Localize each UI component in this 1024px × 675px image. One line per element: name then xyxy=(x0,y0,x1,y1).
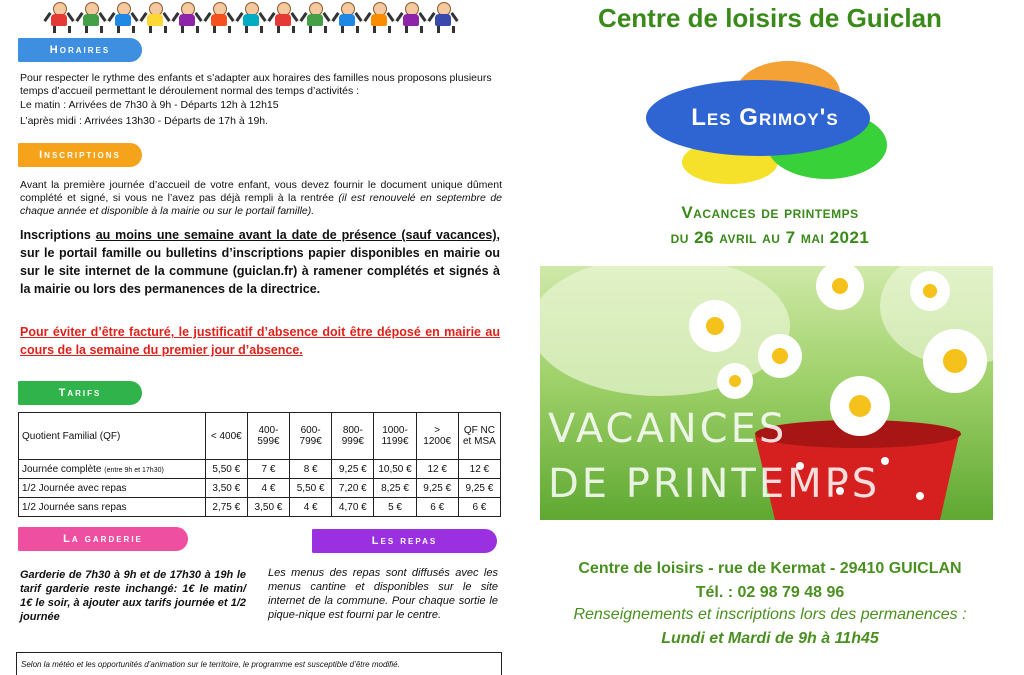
table-cell: 6 € xyxy=(458,498,500,517)
table-cell: 2,75 € xyxy=(205,498,247,517)
child-figure-icon xyxy=(366,0,392,34)
grimoys-logo xyxy=(640,60,890,185)
table-cell: 5,50 € xyxy=(205,460,247,479)
header-cell: 400-599€ xyxy=(247,413,289,460)
horaires-intro: Pour respecter le rythme des enfants et s’adapter aux horaires des familles nous proposons plusieurs temps d’accueil permettant le déroulement normal des temps d’activités : xyxy=(20,72,492,97)
child-figure-icon xyxy=(206,0,232,34)
table-cell: 9,25 € xyxy=(332,460,374,479)
header-cell: 800-999€ xyxy=(332,413,374,460)
child-figure-icon xyxy=(142,0,168,34)
child-figure-icon xyxy=(78,0,104,34)
kids-decoration xyxy=(46,0,486,36)
child-figure-icon xyxy=(238,0,264,34)
spring-photo xyxy=(540,266,993,520)
row-label: Journée complète (entre 9h et 17h30) xyxy=(19,460,206,479)
row-label: 1/2 Journée sans repas xyxy=(19,498,206,517)
table-cell: 12 € xyxy=(458,460,500,479)
tab-garderie: La garderie xyxy=(18,527,188,551)
child-figure-icon xyxy=(334,0,360,34)
tab-tarifs: Tarifs xyxy=(18,381,142,405)
horaires-matin: Le matin : Arrivées de 7h30 à 9h - Départs 12h à 12h15 xyxy=(20,99,279,111)
table-row xyxy=(19,460,501,479)
table-cell: 6 € xyxy=(416,498,458,517)
tarifs-table xyxy=(18,412,501,517)
table-cell: 12 € xyxy=(416,460,458,479)
table-cell: 9,25 € xyxy=(458,479,500,498)
header-cell: Quotient Familial (QF) xyxy=(19,413,206,460)
table-cell: 3,50 € xyxy=(205,479,247,498)
table-cell: 7 € xyxy=(247,460,289,479)
table-cell: 5,50 € xyxy=(290,479,332,498)
photo-text-vacances: VACANCES xyxy=(548,406,788,452)
logo-text: Les Grimoy's xyxy=(691,104,839,131)
footnote-box xyxy=(16,652,502,675)
photo-text-printemps: DE PRINTEMPS xyxy=(548,461,881,507)
table-cell: 8 € xyxy=(290,460,332,479)
address: Centre de loisirs - rue de Kermat - 29410 GUICLAN xyxy=(578,560,962,577)
repas-text: Les menus des repas sont diffusés avec les menus cantine et disponibles sur le site internet de la commune. Pour chaque sortie le pique-nique est fourni par le centre. xyxy=(268,567,498,621)
horaires-apresmidi: L’après midi : Arrivées 13h30 - Départs de 17h à 19h. xyxy=(20,115,269,127)
child-figure-icon xyxy=(398,0,424,34)
table-cell: 4,70 € xyxy=(332,498,374,517)
garderie-text: Garderie de 7h30 à 9h et de 17h30 à 19h le tarif garderie reste inchangé: 1€ le matin/ 1€ le soir, à ajouter aux tarifs journée et 1/2 journée xyxy=(20,569,246,623)
table-cell: 7,20 € xyxy=(332,479,374,498)
child-figure-icon xyxy=(174,0,200,34)
vacances-dates: du 26 avril au 7 mai 2021 xyxy=(670,228,870,247)
permanences-hours: Lundi et Mardi de 9h à 11h45 xyxy=(661,630,879,647)
table-cell: 8,25 € xyxy=(374,479,416,498)
tab-inscriptions: Inscriptions xyxy=(18,143,142,167)
header-cell: QF NC et MSA xyxy=(458,413,500,460)
header-cell: > 1200€ xyxy=(416,413,458,460)
child-figure-icon xyxy=(430,0,456,34)
absence-warning: Pour éviter d’être facturé, le justificatif d’absence doit être déposé en mairie au cours de la semaine du premier jour d’absence. xyxy=(20,325,500,357)
telephone: Tél. : 02 98 79 48 96 xyxy=(695,584,845,601)
child-figure-icon xyxy=(46,0,72,34)
header-cell: 600-799€ xyxy=(290,413,332,460)
table-cell: 9,25 € xyxy=(416,479,458,498)
tab-horaires: Horaires xyxy=(18,38,142,62)
child-figure-icon xyxy=(270,0,296,34)
renseignements: Renseignements et inscriptions lors des permanences : xyxy=(573,606,967,623)
footnote: Selon la météo et les opportunités d’animation sur le territoire, le programme est susceptible d’être modifié. xyxy=(21,660,400,669)
table-cell: 3,50 € xyxy=(247,498,289,517)
row-label: 1/2 Journée avec repas xyxy=(19,479,206,498)
child-figure-icon xyxy=(110,0,136,34)
table-cell: 5 € xyxy=(374,498,416,517)
tab-repas: Les repas xyxy=(312,529,497,553)
header-cell: < 400€ xyxy=(205,413,247,460)
page-title: Centre de loisirs de Guiclan xyxy=(598,3,942,33)
vacances-title: Vacances de printemps xyxy=(681,203,859,222)
inscriptions-delai: Inscriptions au moins une semaine avant la date de présence (sauf vacances), sur le portail famille ou bulletins d’inscriptions papier disponibles en mairie ou sur le site internet de la commune (guiclan.fr) à ramener complétés et signés à la mairie ou lors des permanences de la directrice. xyxy=(20,228,500,296)
header-cell: 1000-1199€ xyxy=(374,413,416,460)
table-cell: 4 € xyxy=(247,479,289,498)
table-row xyxy=(19,498,501,517)
table-row xyxy=(19,479,501,498)
table-cell: 4 € xyxy=(290,498,332,517)
tarifs-header-row xyxy=(19,413,501,460)
child-figure-icon xyxy=(302,0,328,34)
table-cell: 10,50 € xyxy=(374,460,416,479)
inscriptions-document: Avant la première journée d’accueil de votre enfant, vous devez fournir le document unique dûment complété et signé, si vous ne l’avez pas déjà rempli à la rentrée (il est renouvelé en septembre de chaque année et disponible à la mairie ou sur le portail famille). xyxy=(20,179,502,217)
